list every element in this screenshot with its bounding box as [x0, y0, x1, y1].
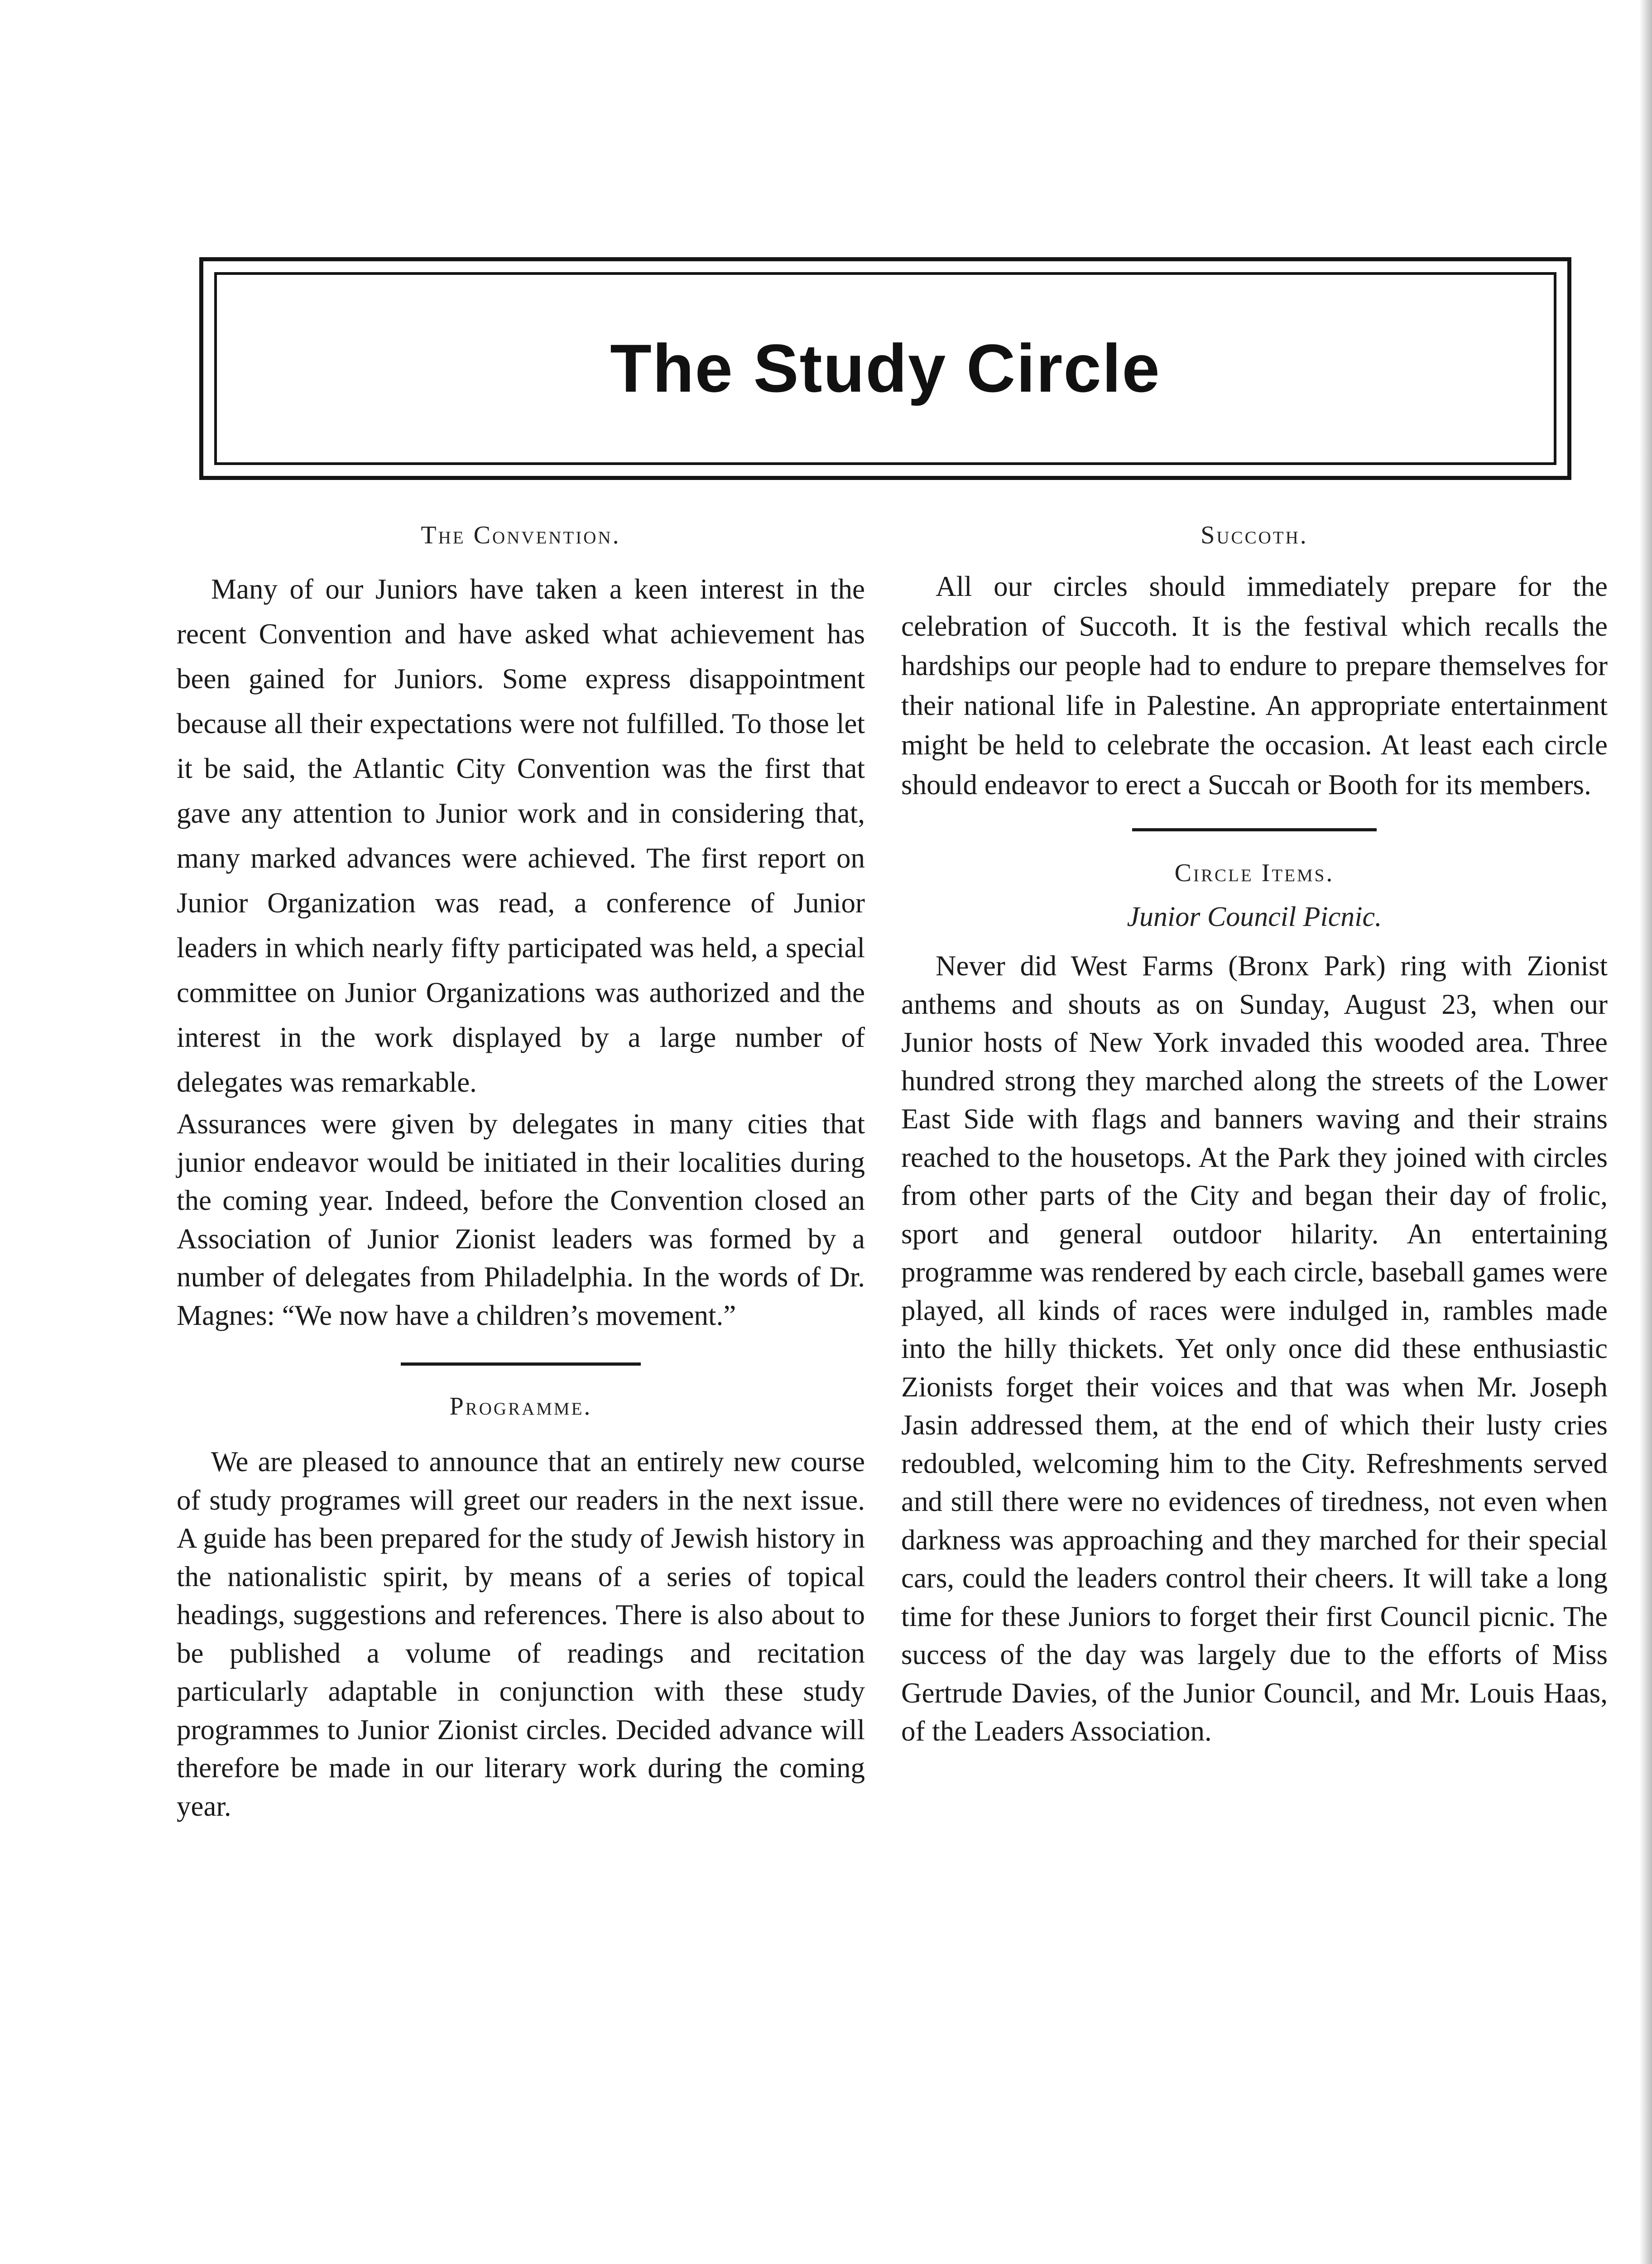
page-edge-shadow	[1639, 0, 1652, 2264]
title-frame	[199, 257, 1571, 480]
page-title: The Study Circle	[610, 330, 1161, 406]
succoth-paragraph: All our circles should immediately prepare for the celebration of Succoth. It is the festival which recalls the hardships our people had to endure to prepare themselves for their national life in Palestine. An appropriate entertainment might be held to celebrate the occasion. At least each circle should endeavor to erect a Succah or Booth for its members.	[901, 571, 1608, 801]
programme-paragraph: We are pleased to announce that an entirely new course of study programes will greet our readers in the next issue. A guide has been prepared for the study of Jewish history in the nationalistic spirit, by means of a series of topical headings, suggestions and references. There is also about to be published a volume of readings and recitation particularly adaptable in conjunction with these study programmes to Junior Zionist circles. Decided advance will therefore be made in our literary work during the coming year.	[177, 1446, 865, 1822]
convention-paragraph-2: Assurances were given by delegates in many cities that junior endeavor would be initiated in their localities during the coming year. Indeed, before the Convention closed an Association of Junior Zionist leaders was formed by a number of delegates from Philadelphia. In the words of Dr. Magnes: “We now have a children’s movement.”	[177, 1108, 865, 1331]
right-column	[901, 521, 1608, 1751]
circle-items-heading: Circle Items.	[1174, 859, 1335, 887]
convention-heading: The Convention.	[421, 521, 621, 549]
section-divider	[401, 1362, 641, 1366]
section-divider	[1132, 828, 1377, 831]
circle-items-subheading: Junior Council Picnic.	[1127, 902, 1382, 932]
convention-paragraph-1: Many of our Juniors have taken a keen interest in the recent Convention and have asked what achievement has been gained for Juniors. Some express disappointment because all their expectations were not fulfilled. To those let it be said, the Atlantic City Convention was the first that gave any attention to Junior work and in considering that, many marked advances were achieved. The first report on Junior Organization was read, a conference of Junior leaders in which nearly fifty participated was held, a special committee on Junior Organizations was authorized and the interest in the work displayed by a large number of delegates was remarkable.	[177, 573, 865, 1098]
programme-heading: Programme.	[449, 1392, 592, 1420]
left-column	[177, 521, 865, 1825]
circle-items-paragraph: Never did West Farms (Bronx Park) ring with Zionist anthems and shouts as on Sunday, August 23, when our Junior hosts of New York invaded this wooded area. Three hundred strong they marched along the streets of the Lower East Side with flags and banners waving and their strains reached to the housetops. At the Park they joined with circles from other parts of the City and began their day of frolic, sport and general outdoor hilarity. An entertaining programme was rendered by each circle, baseball games were played, all kinds of races were indulged in, rambles made into the hilly thickets. Yet only once did these enthusiastic Zionists forget their voices and that was when Mr. Joseph Jasin addressed them, at the end of which their lusty cries redoubled, welcoming him to the City. Refreshments served and still there were no evidences of tiredness, not even when darkness was approaching and they marched for their special cars, could the leaders control their cheers. It will take a long time for these Juniors to forget their first Council picnic. The success of the day was largely due to the efforts of Miss Gertrude Davies, of the Junior Council, and Mr. Louis Haas, of the Leaders Association.	[901, 950, 1608, 1747]
succoth-heading: Succoth.	[1201, 521, 1308, 549]
